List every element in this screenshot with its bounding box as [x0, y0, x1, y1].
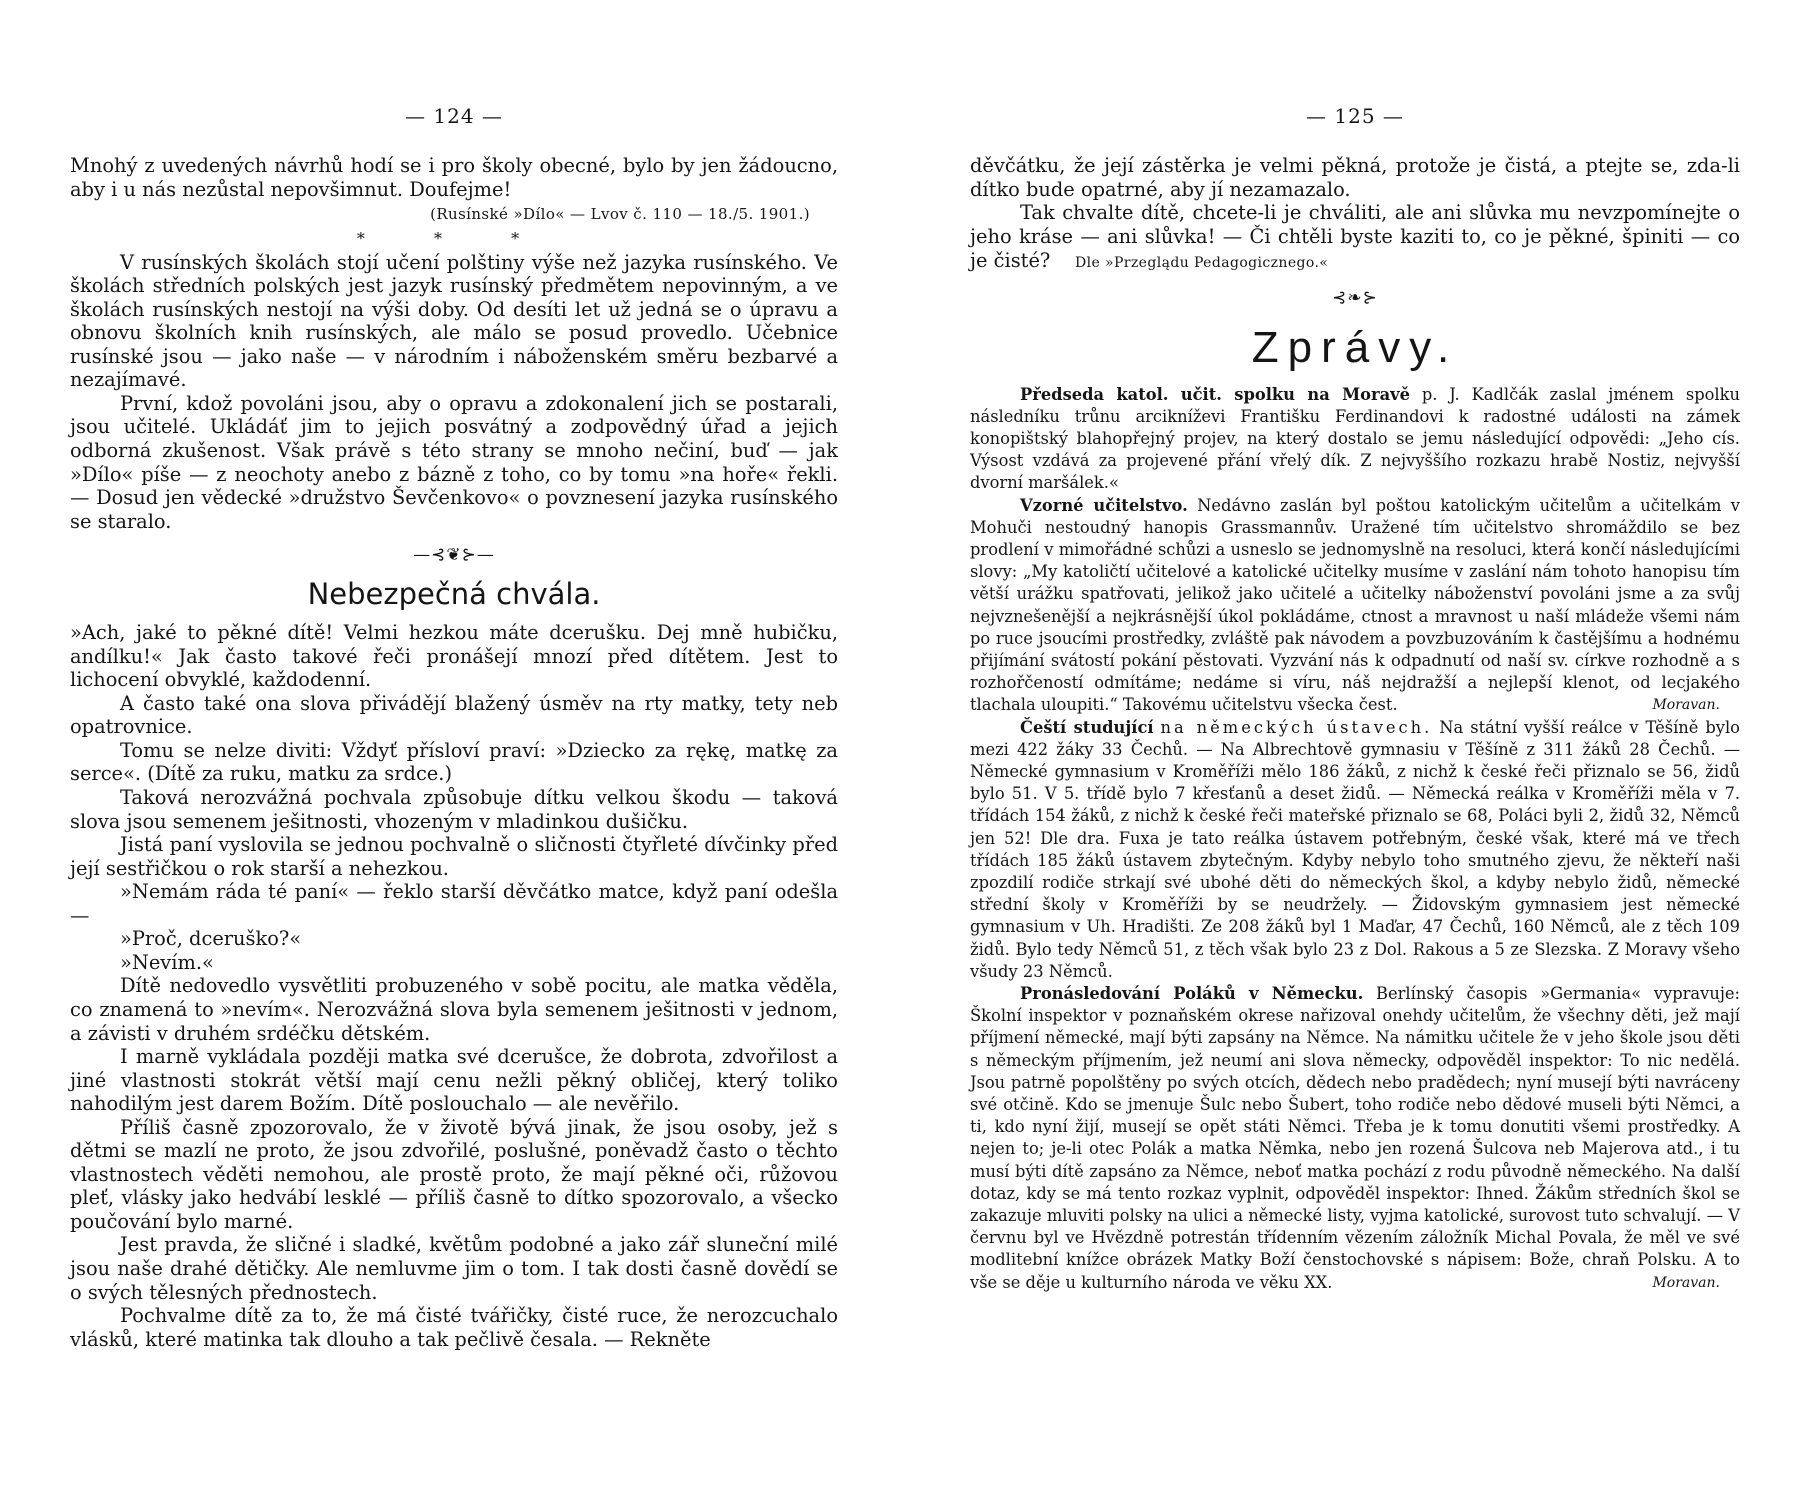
news-text: p. J. Kadlčák zaslal jménem spolku následníku trůnu arcikníževi Františku Ferdinandovi k radostné události na zámek konopištský blahopřejný projev, na který dostalo se jemu následující odpovědi: „Jeho cís. Výsost vzdává za projevené přání vřelý dík. Z nejvyššího rozkazu hrabě Nostiz, nejvyšší dvorní maršálek.«: [970, 384, 1740, 493]
news-text: Na státní vyšší reálce v Těšíně bylo mezi 422 žáky 33 Čechů. — Na Albrechtově gymnasiu v Těšíně z 311 žáků 28 Čechů. — Německé gymnasium v Kroměříži mělo 186 žáků, z nichž k české řeči přiznalo se 56, židů bylo 51. V 5. třídě bylo 7 křesťanů a deset židů. — Německá reálka v Kroměříži měla v 7. třídách 154 žáků, z nichž k české řeči mateřské přiznalo se 68, Poláci byli 2, židů 32, Němců jen 52! Dle dra. Fuxa je tato reálka ústavem potřebným, české však, které má ve třech třídách 185 žáků ústavem zbytečným. Kdyby nebylo toho smutného zjevu, že někteří naši zpozdilí rodiče strkají své ubohé děti do německých škol, a kdyby nebylo židů, německé střední školy v Kroměříži by se neudržely. — Židovským gymnasiem jest německé gymnasium v Uh. Hradišti. Ze 208 žáků byl 1 Maďar, 47 Čechů, 160 Němců, ale z těch 109 židů. Bylo tedy Němců 51, z těch však bylo 23 z Dol. Rakous a 5 ze Slezska. Z Moravy všeho všudy 23 Němců.: [970, 717, 1740, 981]
paragraph: Příliš časně zpozorovalo, že v životě bývá jinak, že jsou osoby, jež s dětmi se mazlí ne proto, že jsou zdvořilé, poslušné, poněvadž často o těchto vlastnostech věděti nemohou, ale prostě proto, že mají pěkné oči, růžovou pleť, vlásky jako hedvábí lesklé — příliš časně to dítko spozorovalo, a všecko poučování bylo marné.: [70, 1115, 838, 1233]
paragraph: Dítě nedovedlo vysvětliti probuzeného v sobě pocitu, ale matka věděla, co znamená to »nevím«. Nerozvážná slova byla semenem ješitnosti v jednom, a závisti v druhém srdéčku dětském.: [70, 974, 838, 1045]
news-lead-spaced: na německých ústavech.: [1160, 717, 1433, 737]
ornament-divider: ⊰❧⊱: [1332, 287, 1378, 308]
page-number: — 124 —: [405, 104, 503, 128]
paragraph: První, kdož povoláni jsou, aby o opravu a zdokonalení jich se postarali, jsou učitelé. Ukládáť jim to jejich posvátný a zodpovědný úřad a jejich odborná zkušenost. Však právě s této strany se mnoho nečiní, buď — jak »Dílo« píše — z neochoty anebo z bázně z toho, co by tomu »na hoře« řekli. — Dosud jen vědecké »družstvo Ševčenkovo« o povznesení jazyka rusínského se staralo.: [70, 391, 838, 533]
news-item: [970, 983, 1740, 1294]
news-lead: Pronásledování Poláků v Německu.: [1020, 984, 1364, 1003]
paragraph: Mnohý z uvedených návrhů hodí se i pro školy obecné, bylo by jen žádoucno, aby i u nás nezůstal nepovšimnut. Doufejme!: [70, 154, 838, 201]
source-note: Dle »Przeglądu Pedagogicznego.«: [1074, 254, 1329, 271]
paragraph: Pochvalme dítě za to, že má čisté tvářičky, čisté ruce, že nerozcuchalo vlásků, které matinka tak dlouho a tak pečlivě česala. — Rekněte: [70, 1304, 838, 1351]
paragraph: Jistá paní vyslovila se jednou pochvalně o sličnosti čtyřleté dívčinky před její sestřičkou o rok starší a nehezkou.: [70, 833, 838, 880]
news-section: [970, 384, 1740, 1294]
paragraph: Jest pravda, že sličné i sladké, květům podobné a jako zář sluneční milé jsou naše drahé dětičky. Ale nemluvme jim o tom. I tak dosti časně dovědí se o svých tělesných přednostech.: [70, 1233, 838, 1304]
news-lead: Čeští studující: [1020, 717, 1154, 737]
news-text: Nedávno zaslán byl poštou katolickým učitelům a učitelkám v Mohuči nestoudný hanopis Grassmannův. Uražené tím učitelstvo shromáždilo se bez prodlení v mimořádné schůzi a usneslo se jednomyslně na resoluci, která končí následujícími slovy: „My katoličtí učitelové a katolické učitelky musíme v zaslání nám tohoto hanopisu tím větší urážku spatřovati, jelikož jako učitelé a učitelky náboženství povoláni jsme a za svůj nejvznešenější a nejkrásnější úkol pokládáme, ctnost a mravnost u naší mládeže všemi nám po ruce jsoucími prostředky, zvláště pak návodem a povzbuzováním k častějšímu a hodnému přijímání svátostí pokání pěstovati. Vyzvání nás k odpadnutí od naší sv. církve rozhodně a s rozhořčeností odmítáme; nedáme si víru, náš nejdražší a nejlepší klenot, od lecjakého tlachala uloupiti.“ Takovému učitelstvu všecka čest.: [970, 495, 1740, 715]
citation: (Rusínské »Dílo« — Lvov č. 110 — 18./5. 1901.): [430, 205, 810, 224]
paragraph: [970, 201, 1740, 275]
news-item: [970, 717, 1740, 983]
paragraph: I marně vykládala později matka své dcerušce, že dobrota, zdvořilost a jiné vlastnosti stokrát větší mají cenu nežli pěkný obličej, který toliko nahodilým jest darem Božím. Dítě poslouchalo — ale nevěřilo.: [70, 1045, 838, 1116]
section-heading: Zprávy.: [1251, 322, 1459, 372]
paragraph: A často také ona slova přivádějí blažený úsměv na rty matky, tety neb opatrovnice.: [70, 691, 838, 739]
attribution: Moravan.: [1652, 1274, 1720, 1291]
page-number: — 125 —: [1306, 104, 1404, 128]
paragraph: děvčátku, že její zástěrka je velmi pěkná, protože je čistá, a ptejte se, zda-li dítko bude opatrné, aby jí nezamazalo.: [970, 154, 1740, 201]
article-heading: Nebezpečná chvála.: [307, 577, 601, 612]
paragraph: V rusínských školách stojí učení polštiny výše než jazyka rusínského. Ve školách středních polských jest jazyk rusínský předmětem nepovinným, a ve školách rusínských nestojí na výši doby. Od desíti let už jedná se o úpravu a obnovu školních knih rusínských, ale málo se posud provedlo. Učebnice rusínské jsou — jako naše — v národním i náboženském směru bezbarvé a nezajímavé.: [70, 250, 838, 392]
right-page-text: [970, 154, 1740, 1294]
attribution: Moravan.: [1652, 697, 1720, 714]
ornament-divider: —⊰❦⊱—: [413, 545, 495, 566]
news-item: [970, 495, 1740, 717]
left-page-text: [70, 154, 838, 1351]
dialogue-line: »Nevím.«: [120, 950, 214, 974]
paragraph: Tomu se nelze diviti: Vždyť přísloví praví: »Dziecko za rękę, matkę za serce«. (Dítě za ruku, matku za srdce.): [70, 738, 838, 786]
paragraph-text: Tak chvalte dítě, chcete-li je chváliti, ale ani slůvka mu nevzpomínejte o jeho kráse — ani slůvka! — Či chtěli byste kaziti to, co je pěkné, špiniti — co je čisté?: [970, 201, 1740, 272]
paragraph: »Ach, jaké to pěkné dítě! Velmi hezkou máte dcerušku. Dej mně hubičku, andílku!« Jak často takové řeči pronášejí mnozí před dítětem. Jest to lichocení obvyklé, každodenní.: [70, 621, 838, 692]
news-lead: Vzorné učitelstvo.: [1020, 495, 1188, 515]
dialogue-line: »Proč, dceruško?«: [120, 927, 302, 951]
news-text: Berlínský časopis »Germania« vypravuje: Školní inspektor v poznaňském okrese nařizoval onehdy učitelům, že všechny děti, jež mají příjmení německé, mají býti zapsány na Němce. Na námitku učitele že v jeho škole jsou děti s německým příjmením, jež neumí ani slova německy, odpověděl inspektor: To nic nedělá. Jsou patrně popolštěny po svých otcích, dědech nebo pradědech; nyní musejí býti navráceny své otčině. Kdo se jmenuje Šulc nebo Šubert, toho rodiče nebo dědové museli býti Němci, a ti, kdo nyní žijí, musejí se opět státi Němci. Třeba je k tomu donutiti všemi prostředky. A nejen to; je-li otec Polák a matka Němka, nebo jen rozená Šulcova neb Majerova atd., i tu musí býti dítě zapsáno za Němce, neboť matka pochází z rodu původně německého. Na další dotaz, kdy se má tento rozkaz vyplnit, odpověděl inspektor: Ihned. Žákům středních škol se zakazuje mluviti polsky na ulici a německé listy, vyjma katolické, surovost tuto schvalují. — V červnu byl ve Hvězdně potrestán třídenním vězením záložník Michal Povala, že měl ve své modlitební knížce obrázek Matky Boží čenstochovské s nápisem: Bože, chraň Polsku. A to vše se děje u kulturního národa ve věku XX.: [970, 984, 1740, 1292]
news-lead: Předseda katol. učit. spolku na Moravě: [1020, 384, 1410, 404]
section-separator: * * *: [356, 228, 552, 248]
paragraph: Taková nerozvážná pochvala způsobuje dítku velkou škodu — taková slova jsou semenem ješitnosti, vhozeným v mladinkou dušičku.: [70, 786, 838, 833]
dialogue-line: »Nemám ráda té paní« — řeklo starší děvčátko matce, když paní odešla —: [70, 880, 838, 927]
news-item: [970, 384, 1740, 495]
